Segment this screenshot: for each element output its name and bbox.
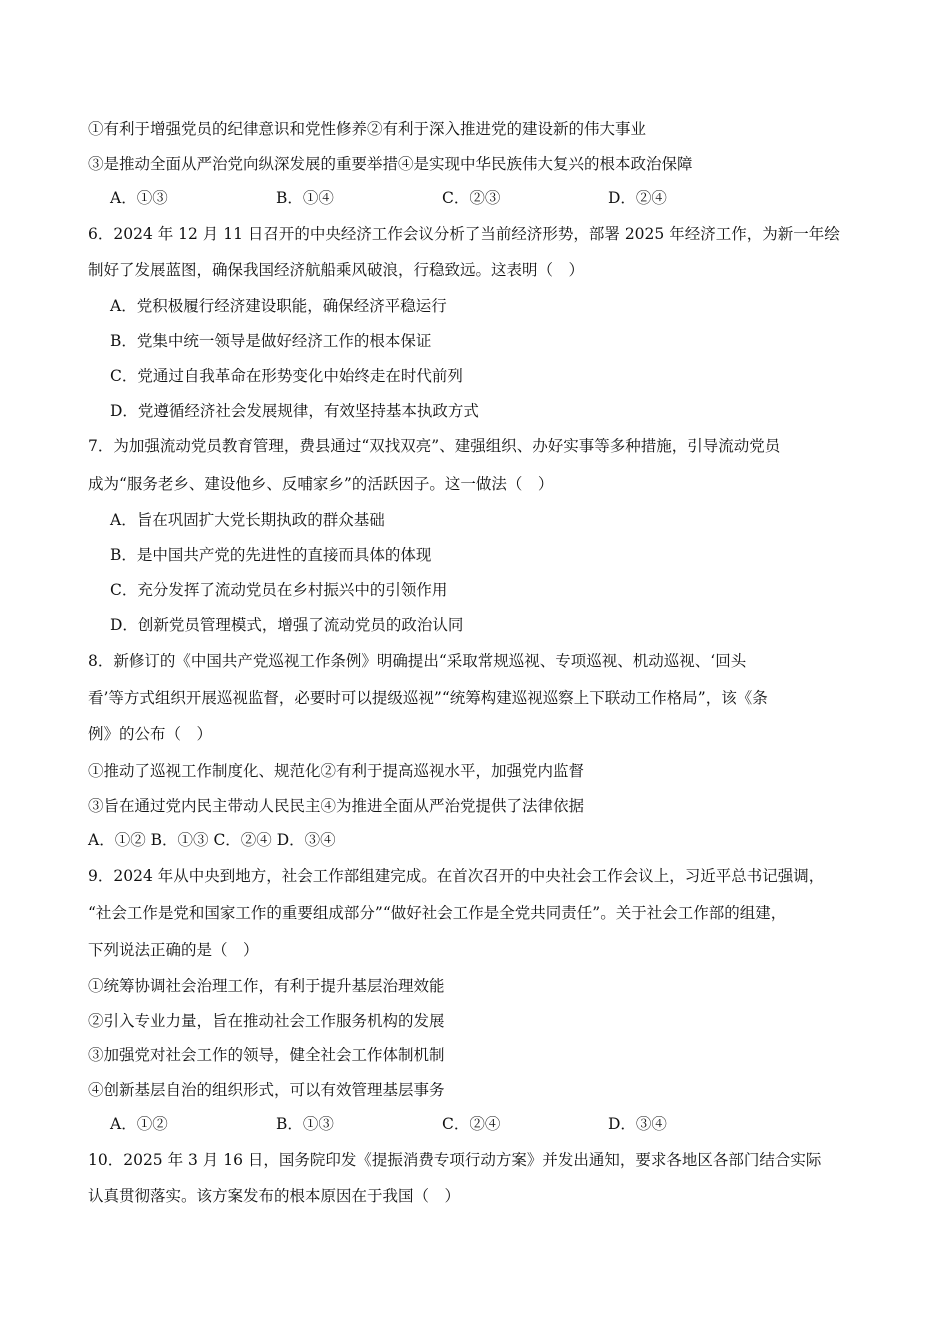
q6-stem-line-1: 6．2024 年 12 月 11 日召开的中央经济工作会议分析了当前经济形势，部署 2025 年经济工作，为新一年绘 (88, 225, 840, 243)
q9-stem-line-1: 9．2024 年从中央到地方，社会工作部组建完成。在首次召开的中央社会工作会议上，习近平总书记强调， (88, 867, 825, 885)
q7-stem-line-2: 成为“服务老乡、建设他乡、反哺家乡”的活跃因子。这一做法（ ） (88, 475, 554, 493)
q5-item-1: ①有利于增强党员的纪律意识和党性修养②有利于深入推进党的建设新的伟大事业 (88, 120, 647, 138)
q10-stem-line-2: 认真贯彻落实。该方案发布的根本原因在于我国（ ） (88, 1187, 461, 1205)
q7-option-b: B．是中国共产党的先进性的直接而具体的体现 (110, 546, 432, 564)
q7-stem-line-1: 7．为加强流动党员教育管理，费县通过“双找双亮”、建强组织、办好实事等多种措施，引导流动党员 (88, 437, 781, 455)
q7-option-d: D．创新党员管理模式，增强了流动党员的政治认同 (110, 616, 464, 634)
q9-choice-c: C．②④ (442, 1115, 501, 1133)
q6-option-c: C．党通过自我革命在形势变化中始终走在时代前列 (110, 367, 463, 385)
q5-choices (110, 188, 774, 208)
q9-choice-a: A．①② (110, 1115, 168, 1133)
q5-choice-d: D．②④ (608, 189, 667, 207)
q5-choice-c: C．②③ (442, 189, 501, 207)
q8-stem-line-3: 例》的公布（ ） (88, 725, 213, 743)
q6-option-b: B．党集中统一领导是做好经济工作的根本保证 (110, 332, 432, 350)
q5-choice-b: B．①④ (276, 189, 334, 207)
q6-stem-line-2: 制好了发展蓝图，确保我国经济航船乘风破浪，行稳致远。这表明（ ） (88, 261, 585, 279)
q7-option-c: C．充分发挥了流动党员在乡村振兴中的引领作用 (110, 581, 448, 599)
q9-item-1: ①统筹协调社会治理工作，有利于提升基层治理效能 (88, 977, 445, 995)
q7-option-a: A．旨在巩固扩大党长期执政的群众基础 (110, 511, 385, 529)
q8-stem-line-2: 看’等方式组织开展巡视监督，必要时可以提级巡视”“统筹构建巡视巡察上下联动工作格局”，该《条 (88, 689, 768, 707)
q5-item-2: ③是推动全面从严治党向纵深发展的重要举措④是实现中华民族伟大复兴的根本政治保障 (88, 155, 693, 173)
q8-stem-line-1: 8．新修订的《中国共产党巡视工作条例》明确提出“采取常规巡视、专项巡视、机动巡视、‘回头 (88, 652, 747, 670)
q9-choice-d: D．③④ (608, 1115, 667, 1133)
q10-stem-line-1: 10．2025 年 3 月 16 日，国务院印发《提振消费专项行动方案》并发出通知，要求各地区各部门结合实际 (88, 1151, 822, 1169)
q9-choices (110, 1114, 774, 1134)
q6-option-d: D．党遵循经济社会发展规律，有效坚持基本执政方式 (110, 402, 479, 420)
q8-item-1: ①推动了巡视工作制度化、规范化②有利于提高巡视水平，加强党内监督 (88, 762, 585, 780)
q9-item-4: ④创新基层自治的组织形式，可以有效管理基层事务 (88, 1081, 445, 1099)
q9-stem-line-2: “社会工作是党和国家工作的重要组成部分”“做好社会工作是全党共同责任”。关于社会工作部的组建， (88, 904, 787, 922)
q9-item-2: ②引入专业力量，旨在推动社会工作服务机构的发展 (88, 1012, 445, 1030)
q6-option-a: A．党积极履行经济建设职能，确保经济平稳运行 (110, 297, 447, 315)
q9-item-3: ③加强党对社会工作的领导，健全社会工作体制机制 (88, 1046, 445, 1064)
q9-stem-line-3: 下列说法正确的是（ ） (88, 941, 259, 959)
q9-choice-b: B．①③ (276, 1115, 334, 1133)
q8-choices: A．①② B．①③ C．②④ D．③④ (88, 831, 336, 849)
q5-choice-a: A．①③ (110, 189, 168, 207)
q8-item-2: ③旨在通过党内民主带动人民民主④为推进全面从严治党提供了法律依据 (88, 797, 585, 815)
